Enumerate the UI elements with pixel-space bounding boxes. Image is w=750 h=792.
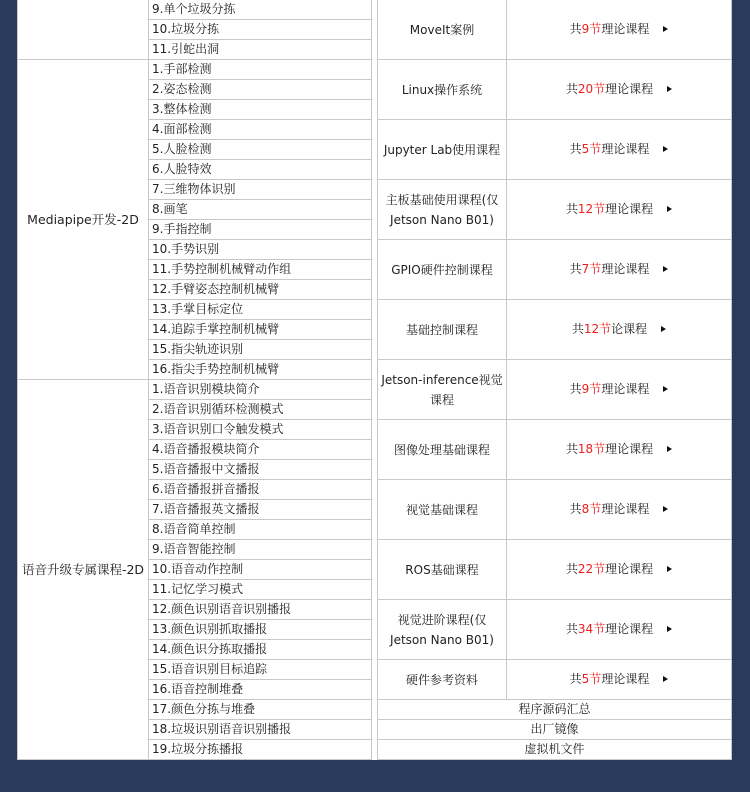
play-arrow-icon[interactable]	[663, 386, 668, 392]
count-prefix: 共	[565, 442, 578, 456]
lesson-item: 14.追踪手掌控制机械臂	[149, 320, 372, 340]
count-prefix: 共	[565, 622, 578, 636]
lesson-item: 10.手势识别	[149, 240, 372, 260]
lesson-count: 18节	[577, 442, 606, 456]
lesson-item: 12.手臂姿态控制机械臂	[149, 280, 372, 300]
table-row	[378, 300, 732, 320]
lesson-item: 10.垃圾分拣	[149, 20, 372, 40]
lesson-count: 5节	[581, 672, 602, 686]
resource-link[interactable]: 出厂镜像	[378, 720, 732, 740]
lesson-count: 8节	[581, 502, 602, 516]
lesson-item: 9.手指控制	[149, 220, 372, 240]
table-row	[378, 60, 732, 80]
lesson-item: 13.颜色识别抓取播报	[149, 620, 372, 640]
play-arrow-icon[interactable]	[663, 26, 668, 32]
count-suffix: 理论课程	[605, 202, 654, 216]
category-cell: Mediapipe开发-2D	[18, 60, 149, 380]
lesson-count: 9节	[581, 22, 602, 36]
lesson-count: 12节	[577, 202, 606, 216]
lesson-item: 5.语音播报中文播报	[149, 460, 372, 480]
lesson-item: 16.指尖手势控制机械臂	[149, 360, 372, 380]
course-detail-link[interactable]	[507, 600, 732, 660]
course-detail-link[interactable]	[507, 60, 732, 120]
course-detail-link[interactable]	[507, 120, 732, 180]
left-course-table	[17, 0, 372, 760]
lesson-item: 11.引蛇出洞	[149, 40, 372, 60]
count-prefix: 共	[569, 502, 582, 516]
play-arrow-icon[interactable]	[667, 86, 672, 92]
table-row	[378, 360, 732, 380]
count-prefix: 共	[569, 382, 582, 396]
right-course-table	[377, 0, 732, 760]
table-row	[378, 120, 732, 140]
count-suffix: 论课程	[611, 322, 648, 336]
count-suffix: 理论课程	[601, 22, 650, 36]
lesson-item: 2.语音识别循环检测模式	[149, 400, 372, 420]
resource-link[interactable]: 程序源码汇总	[378, 700, 732, 720]
lesson-item: 14.颜色识分拣取播报	[149, 640, 372, 660]
lesson-item: 11.手势控制机械臂动作组	[149, 260, 372, 280]
lesson-item: 17.颜色分拣与堆叠	[149, 700, 372, 720]
lesson-item: 3.整体检测	[149, 100, 372, 120]
course-name: Jupyter Lab使用课程	[378, 120, 507, 180]
lesson-count: 22节	[577, 562, 606, 576]
table-row	[378, 0, 732, 20]
play-arrow-icon[interactable]	[667, 626, 672, 632]
course-detail-link[interactable]	[507, 180, 732, 240]
table-row	[18, 380, 372, 400]
lesson-item: 16.语音控制堆叠	[149, 680, 372, 700]
count-suffix: 理论课程	[601, 262, 650, 276]
course-detail-link[interactable]	[507, 540, 732, 600]
lesson-item: 4.语音播报模块简介	[149, 440, 372, 460]
table-row	[18, 0, 372, 20]
count-prefix: 共	[569, 142, 582, 156]
lesson-item: 1.手部检测	[149, 60, 372, 80]
table-row	[378, 740, 732, 760]
count-suffix: 理论课程	[601, 142, 650, 156]
lesson-item: 6.人脸特效	[149, 160, 372, 180]
count-prefix: 共	[565, 82, 578, 96]
lesson-count: 34节	[577, 622, 606, 636]
lesson-item: 12.颜色识别语音识别播报	[149, 600, 372, 620]
lesson-item: 11.记忆学习模式	[149, 580, 372, 600]
course-name: 视觉进阶课程(仅Jetson Nano B01)	[378, 600, 507, 660]
count-suffix: 理论课程	[605, 622, 654, 636]
play-arrow-icon[interactable]	[667, 566, 672, 572]
course-name: 硬件参考资料	[378, 660, 507, 700]
table-row	[378, 660, 732, 680]
category-cell: 语音升级专属课程-2D	[18, 380, 149, 760]
table-row	[378, 420, 732, 440]
table-row	[378, 720, 732, 740]
count-suffix: 理论课程	[605, 82, 654, 96]
course-detail-link[interactable]	[507, 0, 732, 60]
lesson-count: 5节	[581, 142, 602, 156]
course-name: 主板基础使用课程(仅Jetson Nano B01)	[378, 180, 507, 240]
lesson-item: 3.语音识别口令触发模式	[149, 420, 372, 440]
count-prefix: 共	[565, 562, 578, 576]
course-name: 图像处理基础课程	[378, 420, 507, 480]
course-detail-link[interactable]	[507, 660, 732, 700]
lesson-item: 19.垃圾分拣播报	[149, 740, 372, 760]
play-arrow-icon[interactable]	[667, 446, 672, 452]
category-cell	[18, 0, 149, 60]
count-prefix: 共	[569, 672, 582, 686]
course-name: GPIO硬件控制课程	[378, 240, 507, 300]
lesson-count: 7节	[581, 262, 602, 276]
course-name: Linux操作系统	[378, 60, 507, 120]
lesson-item: 10.语音动作控制	[149, 560, 372, 580]
lesson-item: 6.语音播报拼音播报	[149, 480, 372, 500]
table-row	[378, 180, 732, 200]
resource-link[interactable]: 虚拟机文件	[378, 740, 732, 760]
play-arrow-icon[interactable]	[661, 326, 666, 332]
course-detail-link[interactable]	[507, 300, 732, 360]
course-detail-link[interactable]	[507, 480, 732, 540]
count-prefix: 共	[565, 202, 578, 216]
count-prefix: 共	[571, 322, 584, 336]
lesson-item: 1.语音识别模块简介	[149, 380, 372, 400]
play-arrow-icon[interactable]	[663, 266, 668, 272]
lesson-item: 9.语音智能控制	[149, 540, 372, 560]
table-row	[378, 240, 732, 260]
count-suffix: 理论课程	[601, 382, 650, 396]
lesson-item: 18.垃圾识别语音识别播报	[149, 720, 372, 740]
count-suffix: 理论课程	[605, 562, 654, 576]
table-row	[378, 700, 732, 720]
table-row	[378, 540, 732, 560]
count-prefix: 共	[569, 22, 582, 36]
lesson-count: 9节	[581, 382, 602, 396]
course-detail-link[interactable]	[507, 360, 732, 420]
lesson-item: 15.指尖轨迹识别	[149, 340, 372, 360]
course-name: ROS基础课程	[378, 540, 507, 600]
course-name: MoveIt案例	[378, 0, 507, 60]
lesson-item: 9.单个垃圾分拣	[149, 0, 372, 20]
count-prefix: 共	[569, 262, 582, 276]
play-arrow-icon[interactable]	[663, 506, 668, 512]
lesson-item: 8.画笔	[149, 200, 372, 220]
count-suffix: 理论课程	[601, 502, 650, 516]
lesson-item: 8.语音简单控制	[149, 520, 372, 540]
lesson-item: 5.人脸检测	[149, 140, 372, 160]
course-detail-link[interactable]	[507, 240, 732, 300]
play-arrow-icon[interactable]	[663, 146, 668, 152]
course-detail-link[interactable]	[507, 420, 732, 480]
course-name: 基础控制课程	[378, 300, 507, 360]
lesson-item: 2.姿态检测	[149, 80, 372, 100]
play-arrow-icon[interactable]	[663, 676, 668, 682]
table-row	[378, 480, 732, 500]
lesson-item: 15.语音识别目标追踪	[149, 660, 372, 680]
table-row	[378, 600, 732, 620]
lesson-count: 20节	[577, 82, 606, 96]
table-row	[18, 60, 372, 80]
course-name: 视觉基础课程	[378, 480, 507, 540]
lesson-item: 7.语音播报英文播报	[149, 500, 372, 520]
course-name: Jetson-inference视觉课程	[378, 360, 507, 420]
lesson-count: 12节	[583, 322, 612, 336]
lesson-item: 4.面部检测	[149, 120, 372, 140]
play-arrow-icon[interactable]	[667, 206, 672, 212]
count-suffix: 理论课程	[601, 672, 650, 686]
lesson-item: 13.手掌目标定位	[149, 300, 372, 320]
lesson-item: 7.三维物体识别	[149, 180, 372, 200]
count-suffix: 理论课程	[605, 442, 654, 456]
